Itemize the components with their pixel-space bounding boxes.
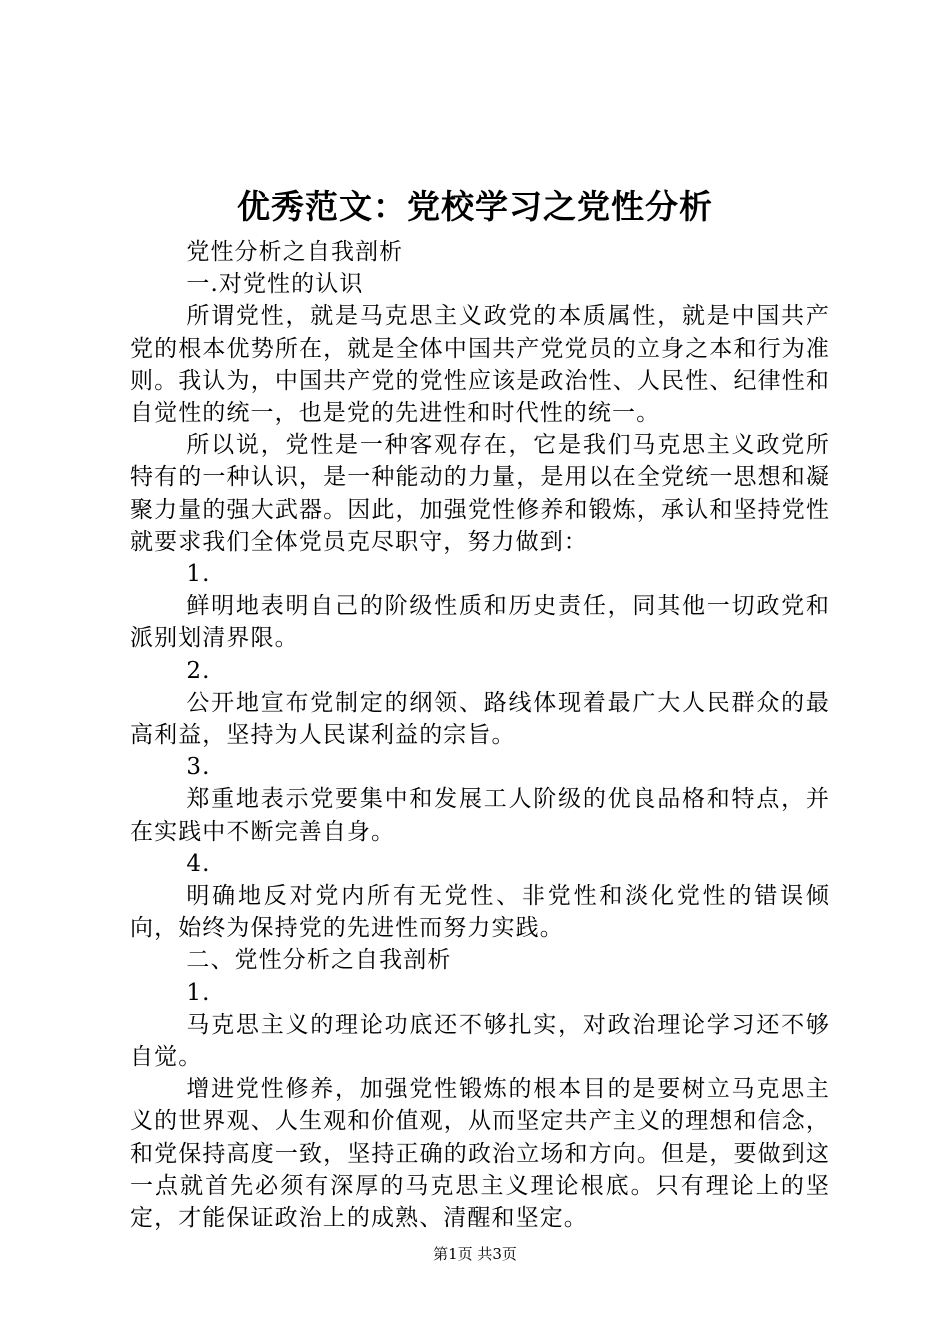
- list-number: 2.: [186, 657, 211, 684]
- list-item-text: 郑重地表示党要集中和发展工人阶级的优良品格和特点，并在实践中不断完善自身。: [130, 786, 830, 845]
- list-item-text: 鲜明地表明自己的阶级性质和历史责任，同其他一切政党和派别划清界限。: [130, 593, 830, 652]
- body-paragraph: 所谓党性，就是马克思主义政党的本质属性，就是中国共产党的根本优势所在，就是全体中国共产党党员的立身之本和行为准则。我认为，中国共产党的党性应该是政治性、人民性、纪律性和自觉性的统一，也是党的先进性和时代性的统一。: [130, 303, 830, 427]
- list-item-text: 公开地宣布党制定的纲领、路线体现着最广大人民群众的最高利益，坚持为人民谋利益的宗旨。: [130, 689, 830, 749]
- subsection-heading: 一.对党性的认识: [186, 271, 364, 298]
- body-paragraph: 所以说，党性是一种客观存在，它是我们马克思主义政党所特有的一种认识，是一种能动的力量，是用以在全党统一思想和凝聚力量的强大武器。因此，加强党性修养和锻炼，承认和坚持党性就要求我们全体党员克尽职守，努力做到：: [130, 432, 830, 555]
- body-paragraph: 增进党性修养，加强党性锻炼的根本目的是要树立马克思主义的世界观、人生观和价值观，从而坚定共产主义的理想和信念，和党保持高度一致，坚持正确的政治立场和方向。但是，要做到这一点就首先必须有深厚的马克思主义理论根底。只有理论上的坚定，才能保证政治上的成熟、清醒和坚定。: [130, 1076, 830, 1232]
- section-heading: 二、党性分析之自我剖析: [186, 947, 452, 974]
- list-item-text: 明确地反对党内所有无党性、非党性和淡化党性的错误倾向，始终为保持党的先进性而努力实践。: [130, 883, 830, 942]
- document-body: [130, 236, 830, 1234]
- page-footer: [0, 1244, 950, 1264]
- list-number: 1.: [186, 979, 211, 1006]
- list-item-text: 马克思主义的理论功底还不够扎实，对政治理论学习还不够自觉。: [130, 1011, 830, 1071]
- list-number: 1.: [186, 561, 211, 588]
- page-total: 共3页: [477, 1245, 517, 1263]
- section-heading: 党性分析之自我剖析: [186, 239, 404, 265]
- list-number: 3.: [186, 754, 211, 781]
- page-number: 第1页: [433, 1245, 473, 1263]
- document-title: 优秀范文：党校学习之党性分析: [237, 187, 713, 226]
- list-number: 4.: [186, 850, 211, 877]
